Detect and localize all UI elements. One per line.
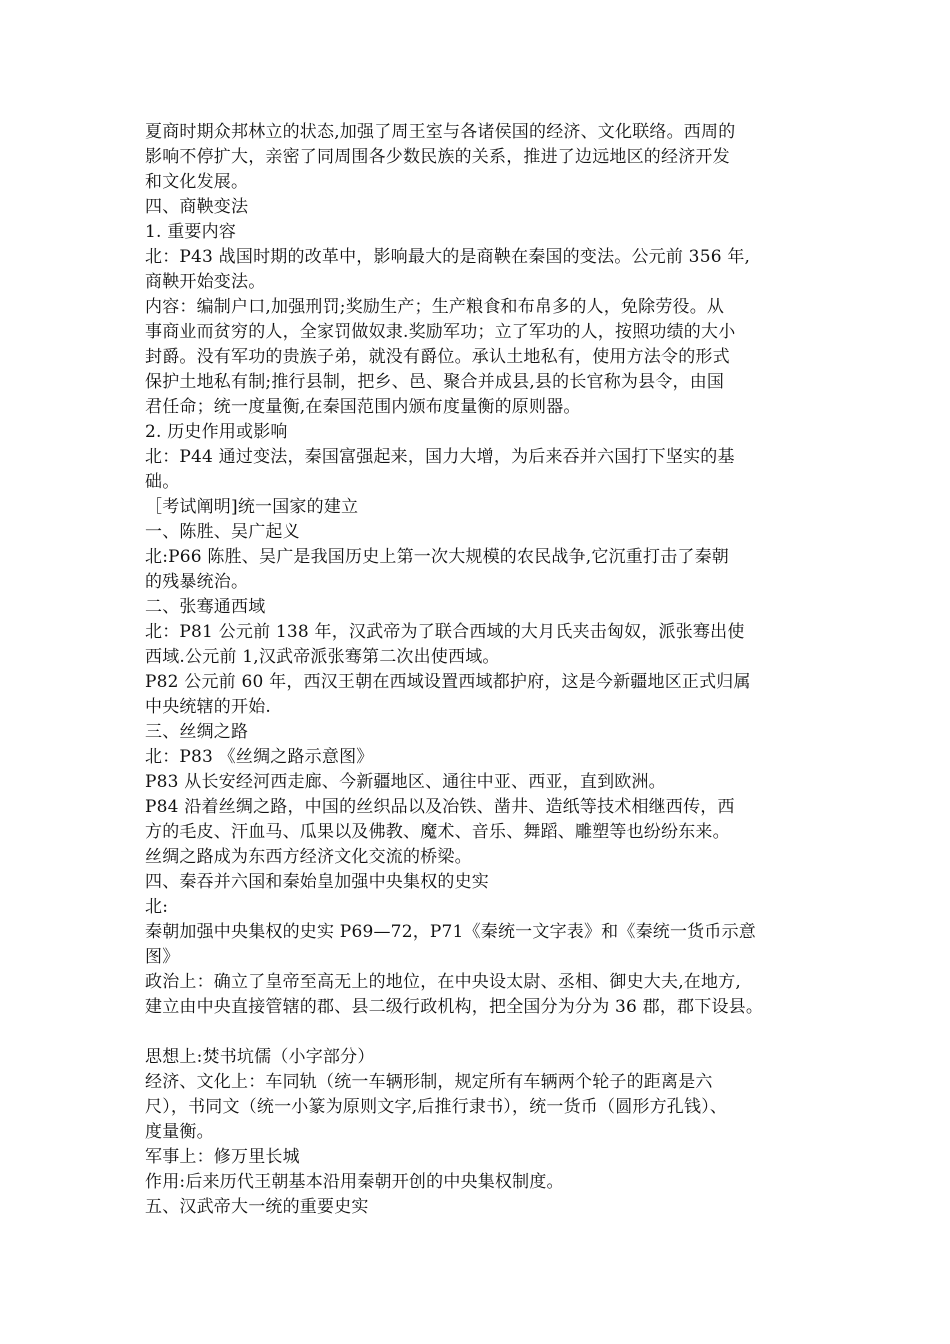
text-line: P84 沿着丝绸之路，中国的丝织品以及冶铁、凿井、造纸等技术相继西传，西 bbox=[145, 797, 735, 817]
text-line: 事商业而贫穷的人，全家罚做奴隶.奖励军功；立了军功的人，按照功绩的大小 bbox=[145, 322, 736, 342]
text-line: 作用:后来历代王朝基本沿用秦朝开创的中央集权制度。 bbox=[145, 1172, 564, 1192]
text-line: 西域.公元前 1,汉武帝派张骞第二次出使西域。 bbox=[145, 647, 500, 667]
text-line: 尺），书同文（统一小篆为原则文字,后推行隶书），统一货币（圆形方孔钱）、 bbox=[145, 1097, 728, 1117]
blank-line bbox=[145, 1020, 835, 1045]
section-heading: 四、秦吞并六国和秦始皇加强中央集权的史实 bbox=[145, 872, 489, 892]
text-line: 方的毛皮、汗血马、瓜果以及佛教、魔术、音乐、舞蹈、雕塑等也纷纷东来。 bbox=[145, 822, 730, 842]
text-line: 封爵。没有军功的贵族子弟，就没有爵位。承认土地私有，使用方法令的形式 bbox=[145, 347, 730, 367]
text-line: 秦朝加强中央集权的史实 P69—72，P71《秦统一文字表》和《秦统一货币示意 bbox=[145, 922, 756, 942]
text-line: 的残暴统治。 bbox=[145, 572, 249, 592]
text-line: 政治上：确立了皇帝至高无上的地位，在中央设太尉、丞相、御史大夫,在地方, bbox=[145, 972, 742, 992]
section-heading: 一、陈胜、吴广起义 bbox=[145, 522, 300, 542]
text-line: 商鞅开始变法。 bbox=[145, 272, 266, 292]
text-line: 图》 bbox=[145, 947, 180, 967]
text-line: 度量衡。 bbox=[145, 1122, 214, 1142]
text-line: 北：P81 公元前 138 年，汉武帝为了联合西域的大月氏夹击匈奴，派张骞出使 bbox=[145, 622, 745, 642]
text-line: 北：P44 通过变法，秦国富强起来，国力大增，为后来吞并六国打下坚实的基 bbox=[145, 447, 735, 467]
text-line: 影响不停扩大，亲密了同周围各少数民族的关系，推进了边远地区的经济开发 bbox=[145, 147, 730, 167]
subsection-heading: 2. 历史作用或影响 bbox=[145, 422, 288, 442]
text-line: 北:P66 陈胜、吴广是我国历史上第一次大规模的农民战争,它沉重打击了秦朝 bbox=[145, 547, 730, 567]
text-line: P82 公元前 60 年，西汉王朝在西域设置西域都护府，这是今新疆地区正式归属 bbox=[145, 672, 751, 692]
text-line: 北：P43 战国时期的改革中，影响最大的是商鞅在秦国的变法。公元前 356 年, bbox=[145, 247, 751, 267]
text-line: 君任命；统一度量衡,在秦国范围内颁布度量衡的原则器。 bbox=[145, 397, 581, 417]
section-heading: 四、商鞅变法 bbox=[145, 197, 249, 217]
section-heading: 三、丝绸之路 bbox=[145, 722, 249, 742]
text-line: 建立由中央直接管辖的郡、县二级行政机构，把全国分为分为 36 郡，郡下设县。 bbox=[145, 997, 764, 1017]
text-line: 础。 bbox=[145, 472, 180, 492]
text-line: 北: bbox=[145, 897, 169, 917]
section-heading: ［考试阐明]统一国家的建立 bbox=[145, 497, 359, 517]
text-line: 保护土地私有制;推行县制，把乡、邑、聚合并成县,县的长官称为县令，由国 bbox=[145, 372, 725, 392]
section-heading: 五、汉武帝大一统的重要史实 bbox=[145, 1197, 369, 1217]
text-line: P83 从长安经河西走廊、今新疆地区、通往中亚、西亚，直到欧洲。 bbox=[145, 772, 666, 792]
text-line: 内容：编制户口,加强刑罚;奖励生产；生产粮食和布帛多的人，免除劳役。从 bbox=[145, 297, 725, 317]
text-line: 和文化发展。 bbox=[145, 172, 249, 192]
text-line: 中央统辖的开始. bbox=[145, 697, 272, 717]
text-line: 夏商时期众邦林立的状态,加强了周王室与各诸侯国的经济、文化联络。西周的 bbox=[145, 122, 736, 142]
text-line: 军事上：修万里长城 bbox=[145, 1147, 300, 1167]
subsection-heading: 1. 重要内容 bbox=[145, 222, 237, 242]
text-line: 经济、文化上：车同轨（统一车辆形制，规定所有车辆两个轮子的距离是六 bbox=[145, 1072, 713, 1092]
document-page bbox=[145, 120, 835, 1220]
text-line: 丝绸之路成为东西方经济文化交流的桥梁。 bbox=[145, 847, 472, 867]
section-heading: 二、张骞通西域 bbox=[145, 597, 266, 617]
text-line: 北：P83 《丝绸之路示意图》 bbox=[145, 747, 374, 767]
text-line: 思想上:焚书坑儒（小字部分） bbox=[145, 1047, 375, 1067]
